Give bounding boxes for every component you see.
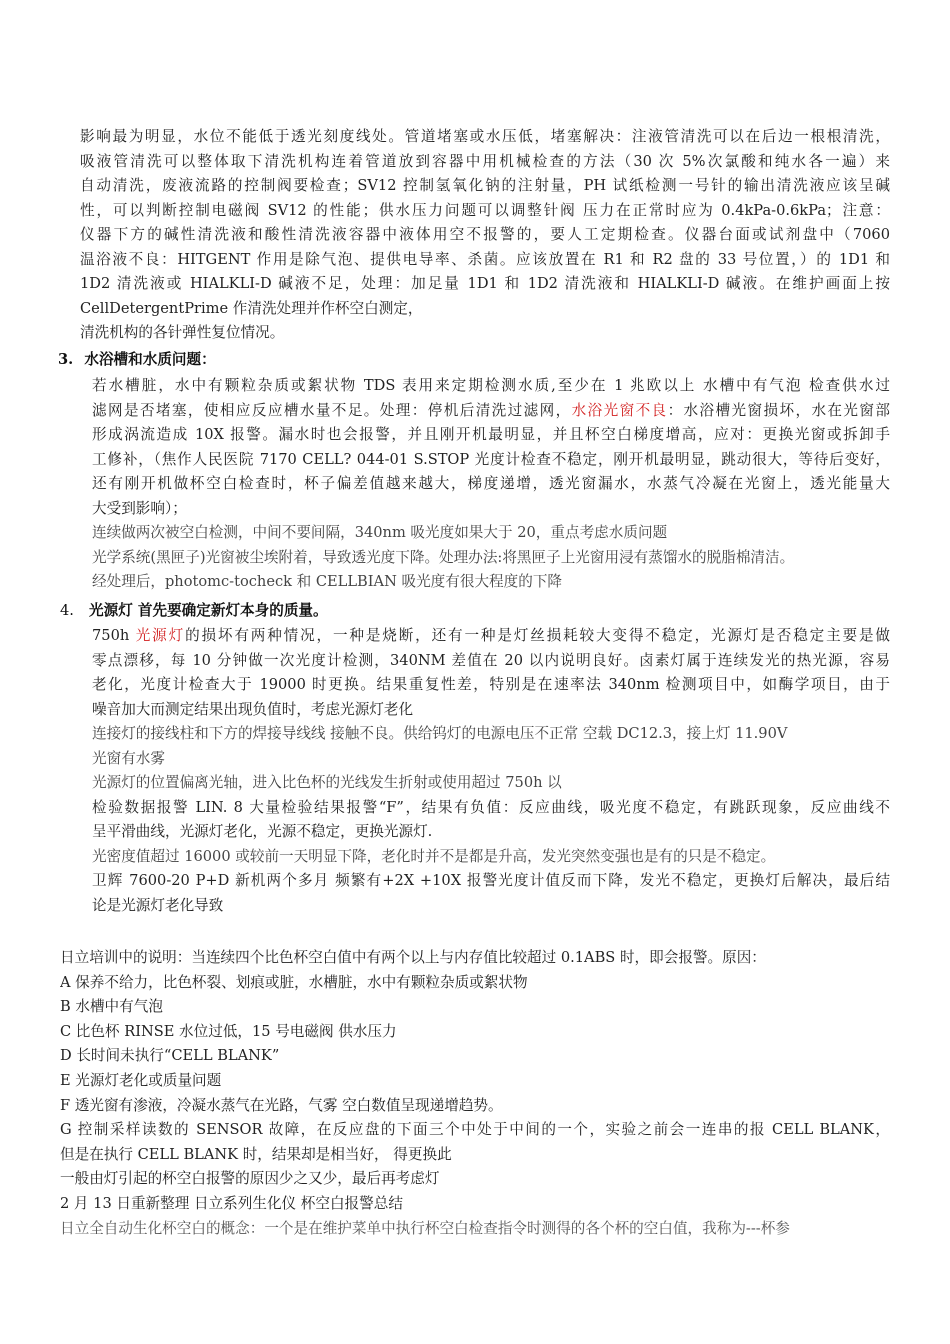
text-line: 检验数据报警 LIN. 8 大量检验结果报警“F”，结果有负值：反应曲线，吸光度不稳定，有跳跃现象，反应曲线不: [92, 798, 890, 816]
section-title: 水浴槽和水质问题：: [84, 351, 216, 368]
text-line: 工修补，（焦作人民医院 7170 CELL? 044-01 S.STOP 光度计检查不稳定，刚开机最明显，跳动很大，等待后变好，: [92, 450, 890, 468]
text-line: CellDetergentPrime 作清洗处理并作杯空白测定，: [80, 299, 423, 317]
text-line: 影响最为明显，水位不能低于透光刻度线处。管道堵塞或水压低，堵塞解决：注液管清洗可以在后边一根根清洗，: [80, 128, 890, 145]
text-line: 光密度值超过 16000 或较前一天明显下降，老化时并不是都是升高，发光突然变强也是有的只是不稳定。: [92, 847, 776, 865]
text-line: 性，可以判断控制电磁阀 SV12 的性能；供水压力问题可以调整针阀 压力在正常时应为 0.4kPa-0.6kPa；注意：: [80, 201, 890, 219]
text-line: 2 月 13 日重新整理 日立系列生化仪 杯空白报警总结: [60, 1194, 403, 1212]
section-title: 光源灯 首先要确定新灯本身的质量。: [89, 602, 328, 619]
text-line: 光源灯的位置偏离光轴，进入比色杯的光线发生折射或使用超过 750h 以: [92, 774, 562, 791]
text-line: 仪器下方的碱性清洗液和酸性清洗液容器中液体用空不报警的，要人工定期检查。仪器台面或试剂盘中（7060: [80, 226, 890, 243]
text-line: 噪音加大而测定结果出现负值时，考虑光源灯老化: [92, 700, 414, 718]
list-item: B 水槽中有气泡: [60, 998, 163, 1016]
paragraph-cleaning: [80, 125, 890, 346]
text-line: 零点漂移，每 10 分钟做一次光度计检测，340NM 差值在 20 以内说明良好。卤素灯属于连续发光的热光源，容易: [92, 651, 890, 669]
text-line: 老化，光度计检查大于 19000 时更换。结果重复性差，特别是在速率法 340nm 检测项目中，如酶学项目，由于: [92, 676, 890, 693]
text-line: 形成涡流造成 10X 报警。漏水时也会报警，并且刚开机最明显，并且杯空白梯度增高，应对：更换光窗或拆卸手: [92, 426, 890, 443]
text-line: 日立培训中的说明：当连续四个比色杯空白值中有两个以上与内存值比较超过 0.1ABS 时，即会报警。原因：: [60, 949, 766, 966]
text-line: 光窗有水雾: [92, 749, 165, 767]
cell-blank-summary: [60, 946, 890, 1241]
text-segment: 滤网是否堵塞，使相应反应槽水量不足。处理：停机后清洗过滤网，: [92, 401, 572, 419]
text-line: [92, 399, 890, 424]
highlight-text: 水浴光窗不良: [571, 401, 668, 419]
text-line: 一般由灯引起的杯空白报警的原因少之又少，最后再考虑灯: [60, 1170, 440, 1188]
text-line: 温浴液不良：HITGENT 作用是除气泡、提供电导率、杀菌。应该放置在 R1 和 R2 盘的 33 号位置，）的 1D1 和: [80, 250, 890, 268]
section-3-heading: [58, 348, 890, 373]
text-line: 连接灯的接线柱和下方的焊接导线线 接触不良。供给钨灯的电源电压不正常 空载 DC12.3，接上灯 11.90V: [92, 725, 788, 742]
text-line: 大受到影响）；: [92, 499, 187, 517]
list-item: A 保养不给力，比色杯裂、划痕或脏，水槽脏，水中有颗粒杂质或絮状物: [60, 973, 528, 991]
text-line: [92, 624, 890, 649]
list-item: C 比色杯 RINSE 水位过低，15 号电磁阀 供水压力: [60, 1022, 397, 1040]
section-4-heading: [60, 599, 890, 624]
text-line: 呈平滑曲线，光源灯老化，光源不稳定，更换光源灯.: [92, 823, 433, 840]
list-item: G 控制采样读数的 SENSOR 故障，在反应盘的下面三个中处于中间的一个，实验之前会一连串的报 CELL BLANK，: [60, 1121, 890, 1139]
text-line: 清洗机构的各针弹性复位情况。: [80, 324, 285, 341]
text-line: 经处理后，photomc-tocheck 和 CELLBIAN 吸光度有很大程度的下降: [92, 573, 563, 590]
section-4-body: [92, 624, 890, 918]
text-line: 连续做两次被空白检测，中间不要间隔，340nm 吸光度如果大于 20，重点考虑水质问题: [92, 524, 668, 541]
section-3-body: [92, 374, 890, 595]
text-segment: 750h: [92, 627, 136, 644]
list-item: E 光源灯老化或质量问题: [60, 1071, 222, 1089]
text-line: 吸液管清洗可以整体取下清洗机构连着管道放到容器中用机械检查的方法（30 次 5%次氯酸和纯水各一遍）来: [80, 152, 890, 170]
text-line: 光学系统(黑匣子)光窗被尘埃附着，导致透光度下降。处理办法:将黑匣子上光窗用浸有蒸馏水的脱脂棉清洁。: [92, 548, 795, 566]
text-line: 论是光源灯老化导致: [92, 896, 224, 914]
text-segment: 的损坏有两种情况，一种是烧断，还有一种是灯丝损耗较大变得不稳定，光源灯是否稳定主要是做: [185, 627, 890, 644]
text-line: 1D2 清洗液或 HIALKLI-D 碱液不足，处理：加足量 1D1 和 1D2 清洗液和 HIALKLI-D 碱液。在维护画面上按: [80, 275, 890, 292]
text-line: 自动清洗，废液流路的控制阀要检查；SV12 控制氢氧化钠的注射量，PH 试纸检测一号针的输出清洗液应该呈碱: [80, 177, 890, 194]
list-item: F 透光窗有渗液，冷凝水蒸气在光路，气雾 空白数值呈现递增趋势。: [60, 1096, 503, 1114]
section-number: 4.: [60, 602, 74, 619]
text-line: 若水槽脏，水中有颗粒杂质或絮状物 TDS 表用来定期检测水质,至少在 1 兆欧以上 水槽中有气泡 检查供水过: [92, 377, 890, 394]
text-line: 还有刚开机做杯空白检查时，杯子偏差值越来越大，梯度递增，透光窗漏水，水蒸气冷凝在光窗上，透光能量大: [92, 475, 890, 492]
highlight-text: 光源灯: [135, 627, 186, 644]
text-segment: ：水浴槽光窗损坏，水在光窗部: [667, 401, 890, 419]
text-line: 但是在执行 CELL BLANK 时，结果却是相当好， 得更换此: [60, 1145, 452, 1163]
list-item: D 长时间未执行“CELL BLANK”: [60, 1047, 280, 1065]
section-number: 3.: [58, 351, 74, 368]
text-line: 日立全自动生化杯空白的概念：一个是在维护菜单中执行杯空白检查指令时测得的各个杯的空白值，我称为---杯参: [60, 1219, 790, 1237]
text-line: 卫辉 7600-20 P+D 新机两个多月 频繁有+2X +10X 报警光度计值反而下降，发光不稳定，更换灯后解决，最后结: [92, 872, 890, 889]
